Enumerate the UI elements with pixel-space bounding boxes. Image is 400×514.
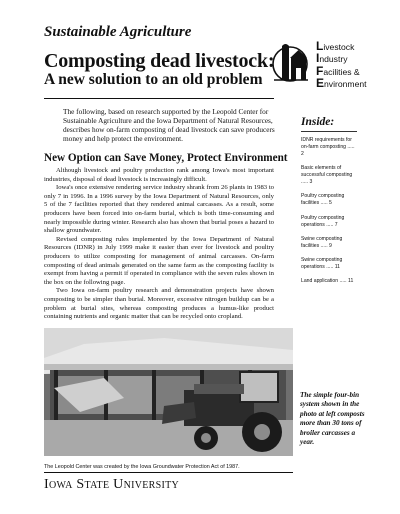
page-subtitle: A new solution to an old problem (44, 71, 263, 88)
toc-item[interactable]: Poultry composting operations ..... 7 (301, 214, 345, 228)
body-paragraph: Two Iowa on-farm poultry research and demonstration projects have shown composting to be simpler than burial. Moreover, excessive nitrogen buildup can be a problem at burial sites, whereas composting produces a humus-like product containing nutrients and organic matter that can be recycled onto cropland. (44, 287, 274, 321)
toc-item[interactable]: IDNR requirements for on-farm composting ..... 2 (301, 137, 355, 157)
logo-line: Industry (316, 51, 348, 66)
article-body (44, 167, 274, 322)
footer-rule (44, 472, 293, 473)
footer-note: The Leopold Center was created by the Iowa Groundwater Protection Act of 1987. (44, 464, 240, 470)
logo-line: Environment (316, 76, 367, 91)
series-title: Sustainable Agriculture (44, 24, 192, 40)
intro-paragraph: The following, based on research supported by the Leopold Center for Sustainable Agriculture and the Iowa Department of Natural Resources, describes how on-farm composting of dead livestock can save producers money and help protect the environment. (63, 107, 275, 143)
logo-wordmark (316, 41, 367, 91)
toc-item[interactable]: Poultry composting facilities ..... 5 (301, 193, 345, 207)
section-heading: New Option can Save Money, Protect Environment (44, 152, 288, 164)
photo-caption: The simple four-bin system shown in the photo at left composts more than 30 tons of broiler carcasses a year. (300, 391, 365, 447)
inside-title: Inside: (301, 116, 335, 128)
logo-line: Livestock (316, 39, 355, 53)
university-wordmark: Iowa State University (44, 477, 180, 492)
compost-bin-photo (44, 328, 293, 456)
body-paragraph: Iowa's once extensive rendering service industry shrank from 26 plants in 1983 to only 7 in 1996. In a 1996 survey by the Iowa Department of Natural Resources, only 5 of the 7 facilities reported that they rendered animal carcasses. As a result, some producers have been forced into on-farm burial, which is both time-consuming and nearly impossible during winter. Research also has shown that burial poses a hazard to shallow groundwater. (44, 184, 274, 235)
university-name (44, 477, 179, 493)
body-paragraph: Revised composting rules implemented by the Iowa Department of Natural Resources (IDNR) in July 1999 make it easier than ever for livestock and poultry producers to utilize composting for management of animal carcasses. On-farm composting of dead animals generated on the same farm as the composting facility is exempt from having a permit if operated in compliance with the seven rules shown in the box on the following page. (44, 235, 274, 286)
toc-item[interactable]: Land application ..... 11 (301, 278, 354, 285)
tractor-composter-image (44, 328, 293, 456)
lifes-logo (272, 38, 392, 100)
toc-item[interactable]: Basic elements of successful composting ..... 3 (301, 165, 353, 186)
inside-contents (301, 137, 356, 292)
inside-rule (301, 131, 357, 132)
page-title: Composting dead livestock: (44, 50, 275, 72)
barn-silo-icon (272, 40, 310, 86)
title-rule (44, 98, 274, 99)
body-paragraph: Although livestock and poultry production rank among Iowa's most important industries, disposal of dead livestock is increasingly difficult. (44, 167, 274, 183)
toc-item[interactable]: Swine composting operations ..... 11 (301, 256, 343, 270)
logo-line: Facilities & (316, 63, 360, 78)
toc-item[interactable]: Swine composting facilities ..... 9 (301, 235, 343, 249)
